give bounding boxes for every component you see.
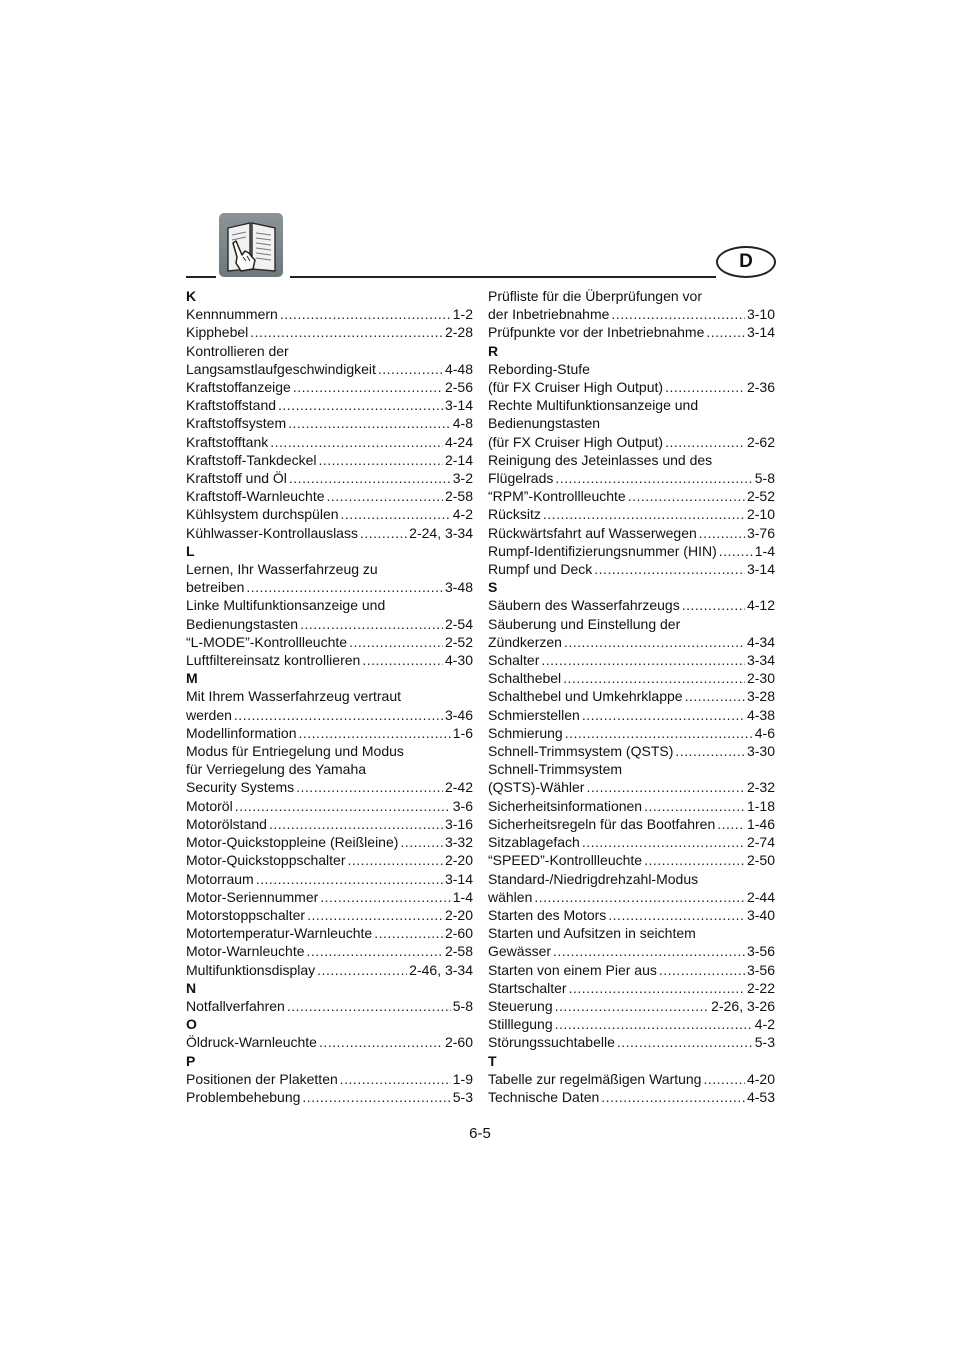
- index-entry: [186, 778, 473, 796]
- index-entry-page: 2-20: [444, 852, 473, 869]
- index-entry-page: 2-32: [746, 779, 775, 796]
- index-entry-term: Langsamstlaufgeschwindigkeit: [186, 360, 376, 377]
- dot-leader: [644, 851, 745, 869]
- index-entry-page: 2-74: [746, 834, 775, 851]
- index-entry: [186, 706, 473, 724]
- index-entry-page: 3-76: [746, 524, 775, 541]
- dot-leader: [270, 433, 443, 451]
- index-entry: [488, 778, 775, 796]
- index-entry-page: 3-14: [746, 324, 775, 341]
- index-entry-line: Starten und Aufsitzen in seichtem: [488, 925, 696, 942]
- index-entry-page: 1-4: [754, 542, 775, 559]
- dot-leader: [564, 633, 745, 651]
- index-entry-page: 2-50: [746, 852, 775, 869]
- index-entry-term: Sicherheitsregeln für das Bootfahren: [488, 815, 716, 832]
- index-entry-term: “RPM”-Kontrollleuchte: [488, 488, 626, 505]
- index-entry-line: Modus für Entriegelung und Modus: [186, 743, 404, 760]
- index-entry-term: Prüfpunkte vor der Inbetriebnahme: [488, 324, 705, 341]
- index-entry-page: 2-52: [746, 488, 775, 505]
- index-entry-term: Kipphebel: [186, 324, 249, 341]
- dot-leader: [543, 505, 745, 523]
- index-entry: [488, 560, 775, 578]
- dot-leader: [665, 433, 745, 451]
- index-entry-term: Säubern des Wasserfahrzeugs: [488, 597, 680, 614]
- index-entry-term: Bedienungstasten: [186, 615, 299, 632]
- index-entry: [488, 651, 775, 669]
- index-entry-page: 4-12: [746, 597, 775, 614]
- index-entry: [488, 1088, 775, 1106]
- index-entry-page: 2-10: [746, 506, 775, 523]
- index-entry-page: 2-24, 3-34: [409, 524, 473, 541]
- index-entry-term: Flügelrads: [488, 470, 554, 487]
- dot-leader: [278, 396, 443, 414]
- index-entry: [488, 1015, 775, 1033]
- index-entry: [488, 669, 775, 687]
- index-entry-page: 3-2: [452, 470, 473, 487]
- index-letter-heading: L: [186, 542, 195, 559]
- index-entry-term: betreiben: [186, 579, 245, 596]
- index-entry: [186, 360, 473, 378]
- dot-leader: [617, 1033, 753, 1051]
- index-entry-term: Kraftstoffanzeige: [186, 379, 291, 396]
- dot-leader: [317, 961, 407, 979]
- index-entry: [186, 833, 473, 851]
- index-entry-page: 4-38: [746, 706, 775, 723]
- index-entry-term: Steuerung: [488, 997, 553, 1014]
- index-entry-page: 2-46, 3-34: [409, 961, 473, 978]
- index-entry-term: Motor-Quickstoppschalter: [186, 852, 346, 869]
- dot-leader: [534, 888, 745, 906]
- index-entry-term: Starten von einem Pier aus: [488, 961, 657, 978]
- index-entry-page: 2-62: [746, 433, 775, 450]
- index-entry-term: Positionen der Plaketten: [186, 1070, 338, 1087]
- dot-leader: [665, 378, 745, 396]
- index-entry-page: 3-10: [746, 306, 775, 323]
- index-letter-heading: P: [186, 1052, 196, 1069]
- index-column-left: [186, 287, 473, 1106]
- dot-leader: [318, 451, 442, 469]
- index-entry: [186, 505, 473, 523]
- index-entry-term: Stilllegung: [488, 1016, 553, 1033]
- index-entry-term: Schmierstellen: [488, 706, 580, 723]
- index-entry: [186, 433, 473, 451]
- index-entry: [186, 524, 473, 542]
- dot-leader: [699, 524, 745, 542]
- index-letter-heading: S: [488, 579, 498, 596]
- index-column-right: [488, 287, 775, 1106]
- index-entry: [488, 906, 775, 924]
- index-entry-term: Kraftstofftank: [186, 433, 269, 450]
- index-entry: [186, 396, 473, 414]
- index-entry-page: 2-36: [746, 379, 775, 396]
- index-entry-term: Motorraum: [186, 870, 254, 887]
- index-entry-page: 2-30: [746, 670, 775, 687]
- index-entry: [186, 578, 473, 596]
- dot-leader: [234, 706, 443, 724]
- index-entry-term: “L-MODE”-Kontrollleuchte: [186, 633, 348, 650]
- index-entry: [186, 414, 473, 432]
- language-code: D: [739, 251, 753, 272]
- dot-leader: [360, 524, 407, 542]
- dot-leader: [293, 378, 443, 396]
- index-entry: [186, 378, 473, 396]
- index-entry-page: 1-6: [452, 724, 473, 741]
- index-entry-page: 5-3: [452, 1088, 473, 1105]
- dot-leader: [349, 633, 443, 651]
- dot-leader: [302, 1088, 450, 1106]
- header-rule-right: [290, 276, 716, 278]
- index-entry-term: Multifunktionsdisplay: [186, 961, 316, 978]
- index-entry: [488, 687, 775, 705]
- index-entry-term: Kraftstoffstand: [186, 397, 277, 414]
- index-entry-page: 5-3: [754, 1034, 775, 1051]
- index-entry-page: 2-28: [444, 324, 473, 341]
- index-entry-line: Schnell-Trimmsystem: [488, 761, 623, 778]
- index-entry-term: Problembehebung: [186, 1088, 301, 1105]
- index-entry: [488, 305, 775, 323]
- index-entry: [488, 378, 775, 396]
- dot-leader: [594, 560, 745, 578]
- index-entry-term: Störungssuchtabelle: [488, 1034, 615, 1051]
- index-entry-line: Säuberung und Einstellung der: [488, 615, 681, 632]
- index-entry-term: (QSTS)-Wähler: [488, 779, 585, 796]
- index-entry-term: Notfallverfahren: [186, 997, 285, 1014]
- page-number: 6-5: [469, 1125, 491, 1142]
- index-entry-term: Motor-Seriennummer: [186, 888, 319, 905]
- dot-leader: [235, 797, 451, 815]
- index-entry-term: Rückwärtsfahrt auf Wasserwegen: [488, 524, 697, 541]
- manual-hand-icon: [219, 213, 283, 277]
- index-entry-page: 3-40: [746, 906, 775, 923]
- index-entry-term: Rumpf-Identifizierungsnummer (HIN): [488, 542, 717, 559]
- index-entry-page: 3-34: [746, 652, 775, 669]
- index-entry-page: 3-56: [746, 961, 775, 978]
- dot-leader: [644, 797, 745, 815]
- index-entry-term: Kennnummern: [186, 306, 278, 323]
- index-entry: [488, 997, 775, 1015]
- dot-leader: [541, 651, 745, 669]
- dot-leader: [569, 979, 745, 997]
- index-entry-page: 2-56: [444, 379, 473, 396]
- dot-leader: [341, 505, 451, 523]
- dot-leader: [256, 870, 443, 888]
- index-entry-term: Zündkerzen: [488, 633, 562, 650]
- index-entry-term: Motorstoppschalter: [186, 906, 306, 923]
- index-entry: [186, 1088, 473, 1106]
- index-entry-term: Starten des Motors: [488, 906, 607, 923]
- index-letter-heading: R: [488, 342, 499, 359]
- index-entry-page: 4-6: [754, 724, 775, 741]
- index-entry-page: 2-52: [444, 633, 473, 650]
- index-entry-term: Modellinformation: [186, 724, 297, 741]
- dot-leader: [703, 1070, 744, 1088]
- index-entry-page: 2-60: [444, 925, 473, 942]
- dot-leader: [280, 305, 451, 323]
- index-entry-page: 2-54: [444, 615, 473, 632]
- index-entry-line: Kontrollieren der: [186, 342, 289, 359]
- index-entry: [186, 305, 473, 323]
- index-entry: [186, 851, 473, 869]
- dot-leader: [327, 487, 443, 505]
- dot-leader: [362, 651, 443, 669]
- index-entry: [186, 487, 473, 505]
- index-entry: [488, 323, 775, 341]
- index-entry: [488, 1033, 775, 1051]
- index-entry: [186, 870, 473, 888]
- dot-leader: [717, 815, 745, 833]
- index-entry-page: 2-60: [444, 1034, 473, 1051]
- dot-leader: [586, 778, 745, 796]
- index-entry-term: “SPEED”-Kontrollleuchte: [488, 852, 643, 869]
- index-entry: [488, 961, 775, 979]
- dot-leader: [299, 724, 451, 742]
- index-entry: [488, 724, 775, 742]
- index-entry-page: 2-58: [444, 488, 473, 505]
- index-entry-page: 3-16: [444, 815, 473, 832]
- index-entry: [488, 505, 775, 523]
- dot-leader: [246, 578, 443, 596]
- index-entry-page: 4-20: [746, 1070, 775, 1087]
- dot-leader: [659, 961, 745, 979]
- dot-leader: [555, 469, 752, 487]
- dot-leader: [250, 323, 443, 341]
- dot-leader: [582, 706, 745, 724]
- dot-leader: [682, 596, 745, 614]
- index-entry-page: 3-14: [746, 561, 775, 578]
- dot-leader: [675, 742, 745, 760]
- index-entry: [488, 433, 775, 451]
- index-entry: [488, 833, 775, 851]
- dot-leader: [289, 469, 451, 487]
- index-entry-page: 1-9: [452, 1070, 473, 1087]
- index-entry: [186, 451, 473, 469]
- dot-leader: [269, 815, 443, 833]
- dot-leader: [628, 487, 745, 505]
- index-entry-page: 4-2: [754, 1016, 775, 1033]
- index-entry: [488, 542, 775, 560]
- index-entry-term: Kühlwasser-Kontrollauslass: [186, 524, 358, 541]
- index-entry-term: Motorölstand: [186, 815, 267, 832]
- index-entry-page: 1-46: [746, 815, 775, 832]
- index-entry-term: Sicherheitsinformationen: [488, 797, 643, 814]
- index-entry-page: 2-44: [746, 888, 775, 905]
- index-entry-term: Motoröl: [186, 797, 233, 814]
- index-entry-line: Reinigung des Jeteinlasses und des: [488, 451, 713, 468]
- index-entry: [488, 742, 775, 760]
- dot-leader: [340, 1070, 451, 1088]
- index-entry-page: 4-24: [444, 433, 473, 450]
- index-entry-page: 3-6: [452, 797, 473, 814]
- language-badge: [716, 246, 776, 278]
- index-entry-page: 2-22: [746, 979, 775, 996]
- index-entry-line: Lernen, Ihr Wasserfahrzeug zu: [186, 561, 378, 578]
- index-entry: [488, 487, 775, 505]
- index-entry: [488, 815, 775, 833]
- index-entry-line: Linke Multifunktionsanzeige und: [186, 597, 386, 614]
- dot-leader: [719, 542, 753, 560]
- dot-leader: [319, 1033, 443, 1051]
- dot-leader: [563, 669, 745, 687]
- index-entry-term: Gewässer: [488, 943, 552, 960]
- index-entry-page: 3-30: [746, 743, 775, 760]
- index-entry-term: Luftfiltereinsatz kontrollieren: [186, 652, 361, 669]
- index-entry: [488, 942, 775, 960]
- index-entry-term: Technische Daten: [488, 1088, 600, 1105]
- index-entry-line: Standard-/Niedrigdrehzahl-Modus: [488, 870, 699, 887]
- index-entry-page: 5-8: [452, 997, 473, 1014]
- index-entry: [186, 888, 473, 906]
- index-entry: [186, 797, 473, 815]
- index-entry: [186, 924, 473, 942]
- dot-leader: [288, 414, 451, 432]
- index-entry-term: (für FX Cruiser High Output): [488, 433, 664, 450]
- dot-leader: [400, 833, 443, 851]
- index-entry-term: Kraftstoffsystem: [186, 415, 287, 432]
- dot-leader: [611, 305, 745, 323]
- index-entry-page: 1-18: [746, 797, 775, 814]
- index-entry: [186, 1033, 473, 1051]
- dot-leader: [555, 997, 710, 1015]
- index-entry-page: 4-48: [444, 360, 473, 377]
- index-entry-page: 3-56: [746, 943, 775, 960]
- index-entry: [186, 815, 473, 833]
- index-entry: [488, 633, 775, 651]
- index-letter-heading: T: [488, 1052, 497, 1069]
- index-entry-line: Rebording-Stufe: [488, 360, 590, 377]
- dot-leader: [300, 615, 443, 633]
- index-entry-term: Rücksitz: [488, 506, 541, 523]
- index-entry-page: 2-14: [444, 451, 473, 468]
- index-entry: [488, 979, 775, 997]
- index-entry-page: 2-58: [444, 943, 473, 960]
- index-entry-page: 3-32: [444, 834, 473, 851]
- index-entry-term: Kraftstoff-Warnleuchte: [186, 488, 325, 505]
- index-entry-page: 2-26, 3-26: [711, 997, 775, 1014]
- index-entry-term: Rumpf und Deck: [488, 561, 593, 578]
- index-entry-page: 1-4: [452, 888, 473, 905]
- index-entry-term: Motortemperatur-Warnleuchte: [186, 925, 373, 942]
- index-entry: [186, 997, 473, 1015]
- index-entry-term: Kraftstoff-Tankdeckel: [186, 451, 317, 468]
- dot-leader: [608, 906, 745, 924]
- dot-leader: [706, 323, 745, 341]
- index-entry: [488, 797, 775, 815]
- index-entry-term: Motor-Quickstoppleine (Reißleine): [186, 834, 399, 851]
- index-entry-page: 3-28: [746, 688, 775, 705]
- dot-leader: [307, 942, 443, 960]
- index-entry: [488, 596, 775, 614]
- index-entry-term: Schalthebel: [488, 670, 562, 687]
- index-entry-page: 4-53: [746, 1088, 775, 1105]
- index-letter-heading: O: [186, 1016, 197, 1033]
- index-entry-term: Schnell-Trimmsystem (QSTS): [488, 743, 674, 760]
- dot-leader: [296, 778, 443, 796]
- index-entry: [488, 1070, 775, 1088]
- index-entry-page: 4-2: [452, 506, 473, 523]
- dot-leader: [555, 1015, 753, 1033]
- index-entry-page: 2-42: [444, 779, 473, 796]
- index-entry-term: Security Systems: [186, 779, 295, 796]
- index-letter-heading: K: [186, 288, 197, 304]
- index-entry-term: Kraftstoff und Öl: [186, 470, 287, 487]
- index-entry: [186, 724, 473, 742]
- index-entry: [488, 851, 775, 869]
- index-entry-page: 5-8: [754, 470, 775, 487]
- index-entry-page: 2-20: [444, 906, 473, 923]
- index-entry-line: Prüfliste für die Überprüfungen vor: [488, 288, 702, 304]
- dot-leader: [553, 942, 745, 960]
- index-entry-term: Öldruck-Warnleuchte: [186, 1034, 317, 1051]
- index-letter-heading: M: [186, 670, 198, 687]
- index-entry-page: 1-2: [452, 306, 473, 323]
- dot-leader: [685, 687, 745, 705]
- index-entry-term: der Inbetriebnahme: [488, 306, 610, 323]
- index-entry: [186, 633, 473, 651]
- header-rule-left: [186, 276, 216, 278]
- index-entry: [186, 942, 473, 960]
- index-entry-term: werden: [186, 706, 232, 723]
- index-entry-page: 3-14: [444, 870, 473, 887]
- index-entry-page: 3-48: [444, 579, 473, 596]
- index-entry-page: 4-30: [444, 652, 473, 669]
- dot-leader: [374, 924, 443, 942]
- index-entry-page: 3-14: [444, 397, 473, 414]
- index-entry-term: Motor-Warnleuchte: [186, 943, 305, 960]
- index-entry-term: Startschalter: [488, 979, 567, 996]
- index-entry: [186, 1070, 473, 1088]
- dot-leader: [378, 360, 443, 378]
- manual-hand-icon-graphic: [219, 213, 283, 277]
- index-entry-line: Rechte Multifunktionsanzeige und: [488, 397, 699, 414]
- index-entry-term: (für FX Cruiser High Output): [488, 379, 664, 396]
- index-entry: [186, 961, 473, 979]
- index-entry: [488, 706, 775, 724]
- index-entry: [488, 888, 775, 906]
- dot-leader: [348, 851, 443, 869]
- index-entry-page: 3-46: [444, 706, 473, 723]
- index-entry-term: Schalthebel und Umkehrklappe: [488, 688, 683, 705]
- index-entry: [186, 615, 473, 633]
- index-entry-line: für Verriegelung des Yamaha: [186, 761, 367, 778]
- index-entry: [488, 524, 775, 542]
- index-entry-term: wählen: [488, 888, 533, 905]
- index-letter-heading: N: [186, 979, 197, 996]
- index-entry-term: Kühlsystem durchspülen: [186, 506, 339, 523]
- dot-leader: [565, 724, 753, 742]
- index-entry: [186, 651, 473, 669]
- index-entry-term: Schalter: [488, 652, 540, 669]
- dot-leader: [307, 906, 443, 924]
- index-entry-term: Schmierung: [488, 724, 563, 741]
- index-entry-line: Bedienungstasten: [488, 415, 601, 432]
- index-entry: [186, 323, 473, 341]
- index-entry-line: Mit Ihrem Wasserfahrzeug vertraut: [186, 688, 401, 705]
- index-entry-term: Sitzablagefach: [488, 834, 580, 851]
- dot-leader: [582, 833, 745, 851]
- index-entry-term: Tabelle zur regelmäßigen Wartung: [488, 1070, 702, 1087]
- index-entry: [488, 469, 775, 487]
- dot-leader: [601, 1088, 745, 1106]
- index-entry: [186, 469, 473, 487]
- dot-leader: [320, 888, 451, 906]
- index-entry-page: 4-8: [452, 415, 473, 432]
- index-entry-page: 4-34: [746, 633, 775, 650]
- dot-leader: [287, 997, 451, 1015]
- index-entry: [186, 906, 473, 924]
